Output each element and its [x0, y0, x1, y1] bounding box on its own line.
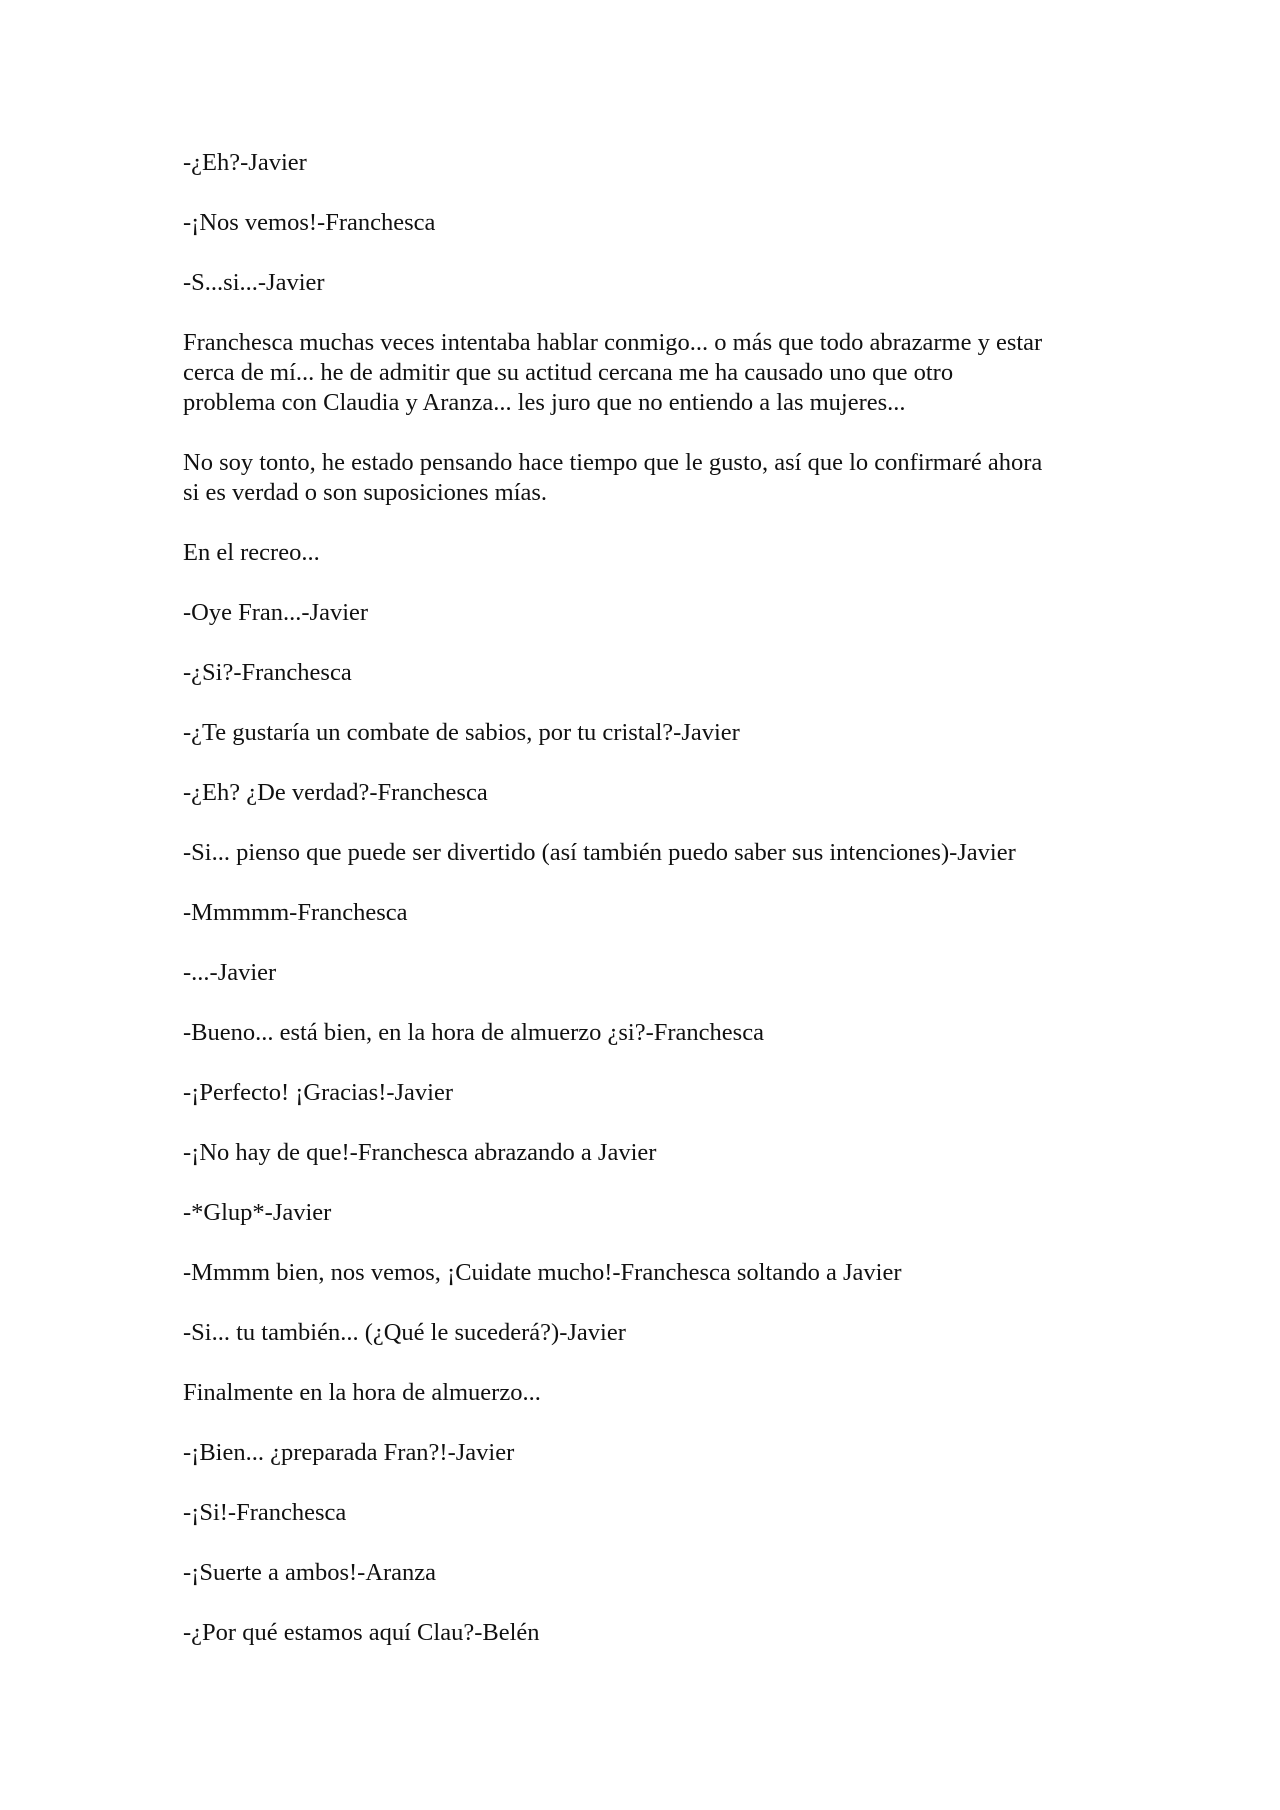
paragraph-1 — [183, 148, 1095, 178]
paragraph-23 — [183, 1558, 1095, 1588]
text-line: -S...si...-Javier — [183, 269, 325, 296]
paragraph-5 — [183, 448, 1095, 508]
text-line: -Si... pienso que puede ser divertido (así también puedo saber sus intenciones)-Javier — [183, 839, 1016, 866]
text-line: -Mmmm bien, nos vemos, ¡Cuidate mucho!-Franchesca soltando a Javier — [183, 1259, 902, 1286]
text-line: En el recreo... — [183, 539, 320, 566]
paragraph-4 — [183, 328, 1095, 418]
text-line: -¡Perfecto! ¡Gracias!-Javier — [183, 1079, 454, 1106]
text-line: Franchesca muchas veces intentaba hablar conmigo... o más que todo abrazarme y estar — [183, 329, 1043, 356]
paragraph-6 — [183, 538, 1095, 568]
paragraph-9 — [183, 718, 1095, 748]
text-line: -Bueno... está bien, en la hora de almuerzo ¿si?-Franchesca — [183, 1019, 764, 1046]
document-body — [183, 148, 1095, 1678]
paragraph-20 — [183, 1378, 1095, 1408]
text-line: -¿Por qué estamos aquí Clau?-Belén — [183, 1619, 540, 1646]
text-line: -¡Si!-Franchesca — [183, 1499, 347, 1526]
paragraph-13 — [183, 958, 1095, 988]
paragraph-12 — [183, 898, 1095, 928]
text-line: -¿Si?-Franchesca — [183, 659, 352, 686]
paragraph-3 — [183, 268, 1095, 298]
paragraph-10 — [183, 778, 1095, 808]
text-line: -¡Bien... ¿preparada Fran?!-Javier — [183, 1439, 515, 1466]
text-line: -¡Suerte a ambos!-Aranza — [183, 1559, 437, 1586]
text-line: No soy tonto, he estado pensando hace tiempo que le gusto, así que lo confirmaré ahora — [183, 449, 1043, 476]
paragraph-22 — [183, 1498, 1095, 1528]
paragraph-14 — [183, 1018, 1095, 1048]
paragraph-18 — [183, 1258, 1095, 1288]
text-line: -¿Eh?-Javier — [183, 149, 307, 176]
text-line: si es verdad o son suposiciones mías. — [183, 479, 548, 506]
text-line: -¿Te gustaría un combate de sabios, por tu cristal?-Javier — [183, 719, 740, 746]
paragraph-17 — [183, 1198, 1095, 1228]
text-line: -Mmmmm-Franchesca — [183, 899, 408, 926]
text-line: -¡No hay de que!-Franchesca abrazando a Javier — [183, 1139, 657, 1166]
text-line: cerca de mí... he de admitir que su actitud cercana me ha causado uno que otro — [183, 359, 954, 386]
paragraph-19 — [183, 1318, 1095, 1348]
text-line: -¿Eh? ¿De verdad?-Franchesca — [183, 779, 488, 806]
text-line: -Si... tu también... (¿Qué le sucederá?)-Javier — [183, 1319, 626, 1346]
paragraph-11 — [183, 838, 1095, 868]
paragraph-7 — [183, 598, 1095, 628]
text-line: -...-Javier — [183, 959, 277, 986]
text-line: Finalmente en la hora de almuerzo... — [183, 1379, 541, 1406]
paragraph-24 — [183, 1618, 1095, 1648]
paragraph-21 — [183, 1438, 1095, 1468]
paragraph-15 — [183, 1078, 1095, 1108]
text-line: -¡Nos vemos!-Franchesca — [183, 209, 436, 236]
text-line: problema con Claudia y Aranza... les juro que no entiendo a las mujeres... — [183, 389, 906, 416]
text-line: -Oye Fran...-Javier — [183, 599, 369, 626]
paragraph-8 — [183, 658, 1095, 688]
paragraph-2 — [183, 208, 1095, 238]
text-line: -*Glup*-Javier — [183, 1199, 332, 1226]
paragraph-16 — [183, 1138, 1095, 1168]
